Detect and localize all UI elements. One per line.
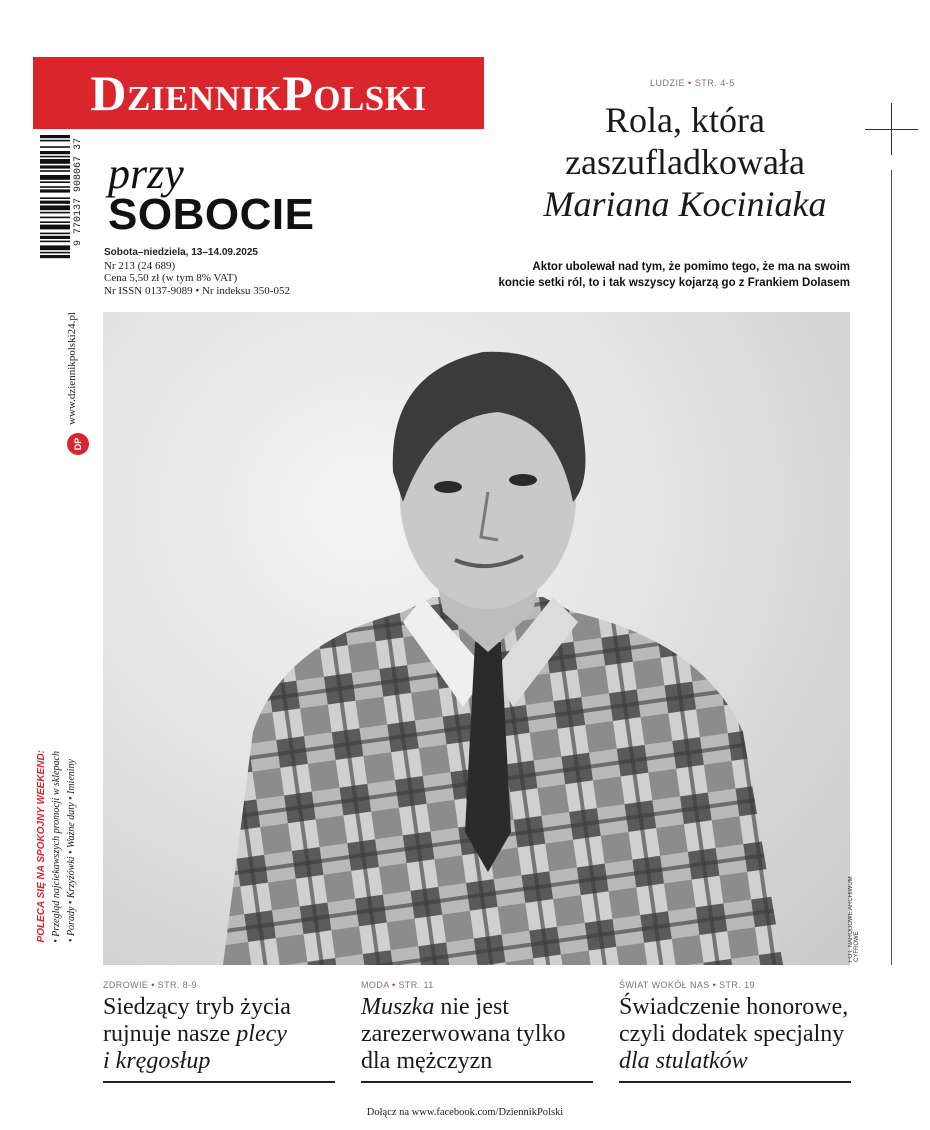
crosshair-vertical (891, 103, 892, 155)
lead-line-1: Aktor ubolewał nad tym, że pomimo tego, że ma na swoim (532, 261, 850, 273)
issue-issn: Nr ISSN 0137-9089 • Nr indeksu 350-052 (104, 284, 290, 297)
teaser-kicker (103, 980, 335, 990)
masthead-title: DziennikPolski (90, 65, 427, 121)
right-margin-rule (891, 170, 892, 965)
teaser-line: dla mężczyzn (361, 1048, 493, 1074)
teaser-section: MODA (361, 980, 390, 990)
cover-photo[interactable] (103, 312, 850, 965)
teaser-section: ŚWIAT WOKÓŁ NAS (619, 980, 710, 990)
kicker-dot: • (712, 980, 717, 990)
teaser-text-italic: Muszka (361, 994, 435, 1020)
teaser-page: STR. 11 (398, 980, 434, 990)
portrait-illustration (103, 312, 850, 965)
teaser-fashion[interactable] (361, 980, 593, 1075)
teaser-underline (619, 1081, 851, 1083)
teaser-title (103, 994, 335, 1075)
teaser-text: nie jest (434, 994, 509, 1020)
weekend-promo (36, 750, 86, 970)
teaser-line (103, 1021, 335, 1048)
barcode-number: 9 770137 908067 (73, 156, 84, 247)
masthead[interactable] (33, 57, 484, 129)
promo-line-1: • Przegląd najciekawszych promocji w sklepach (51, 750, 62, 943)
teaser-line (361, 994, 593, 1021)
dp-logo-badge: DP (67, 433, 89, 455)
kicker-dot: • (392, 980, 396, 990)
barcode-suffix: 37 (73, 138, 84, 151)
teaser-line: Siedzący tryb życia (103, 994, 291, 1020)
main-title-line-3: Mariana Kociniaka (543, 184, 827, 224)
main-story-kicker (650, 78, 735, 88)
teaser-kicker (619, 980, 851, 990)
main-story-section: LUDZIE (650, 78, 686, 88)
issue-number: Nr 213 (24 689) (104, 259, 176, 272)
supplement-przy: przy (108, 149, 184, 198)
teaser-world[interactable] (619, 980, 851, 1075)
teaser-text: rujnuje nasze (103, 1021, 237, 1047)
teaser-text-italic: plecy (236, 1021, 287, 1047)
photo-credit: FOT. NARODOWE ARCHIWUM CYFROWE (848, 876, 860, 962)
teaser-text-italic: i kręgosłup (103, 1048, 211, 1074)
supplement-sobocie: SOBOCIE (108, 190, 315, 239)
teaser-underline (361, 1081, 593, 1083)
teaser-health[interactable] (103, 980, 335, 1075)
teaser-line: Świadczenie honorowe, (619, 994, 849, 1020)
barcode-image (40, 135, 70, 300)
main-title-line-2: zaszufladkowała (565, 142, 805, 182)
teaser-kicker (361, 980, 593, 990)
teaser-page: STR. 8-9 (157, 980, 197, 990)
main-title-line-1: Rola, która (605, 100, 765, 140)
lead-line-2: koncie setki ról, to i tak wszyscy kojarzą go z Frankiem Dolasem (498, 277, 850, 289)
main-story-lead (470, 259, 850, 291)
teaser-text-italic: dla stulatków (619, 1048, 748, 1074)
teaser-line: zarezerwowana tylko (361, 1021, 566, 1047)
issue-price: Cena 5,50 zł (w tym 8% VAT) (104, 272, 238, 284)
teaser-title (619, 994, 851, 1075)
kicker-dot: • (151, 980, 155, 990)
main-story-title[interactable] (520, 99, 850, 225)
website-url[interactable]: www.dziennikpolski24.pl (66, 312, 78, 425)
issue-info (104, 247, 290, 297)
teaser-section: ZDROWIE (103, 980, 149, 990)
teaser-line: czyli dodatek specjalny (619, 1021, 845, 1047)
teaser-page: STR. 19 (719, 980, 755, 990)
promo-line-2: • Porady • Krzyżówki • Ważne daty • Imieniny (66, 759, 77, 943)
kicker-dot: • (688, 78, 692, 88)
teaser-title (361, 994, 593, 1075)
barcode-digits (73, 138, 84, 293)
teaser-underline (103, 1081, 335, 1083)
promo-title: POLECA SIĘ NA SPOKOJNY WEEKEND: (36, 750, 47, 943)
main-story-page: STR. 4-5 (694, 78, 735, 88)
issue-date: Sobota–niedziela, 13–14.09.2025 (104, 247, 258, 258)
footer-facebook[interactable]: Dołącz na www.facebook.com/DziennikPolski (366, 1107, 564, 1118)
